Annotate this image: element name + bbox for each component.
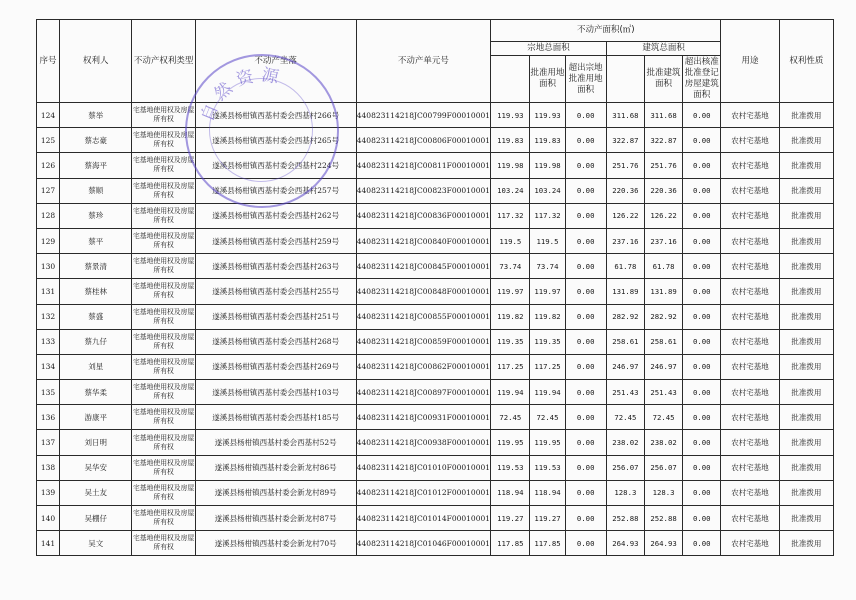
cell-land-excess: 0.00	[565, 329, 606, 354]
table-row	[37, 506, 834, 531]
cell-owner: 吴土友	[60, 480, 132, 505]
cell-land-approved: 119.95	[530, 430, 565, 455]
cell-owner: 蔡海平	[60, 153, 132, 178]
cell-owner: 蔡志豪	[60, 128, 132, 153]
cell-seq: 131	[37, 279, 60, 304]
cell-nature: 批准拨用	[779, 430, 833, 455]
cell-unit-no: 440823114218JC00823F00010001	[356, 178, 491, 203]
cell-seq: 138	[37, 455, 60, 480]
cell-location: 遂溪县杨柑镇西基村委会新龙村86号	[195, 455, 356, 480]
cell-usage: 农村宅基地	[721, 430, 779, 455]
cell-building-approved: 126.22	[644, 203, 682, 228]
cell-building-excess: 0.00	[683, 480, 721, 505]
table-row	[37, 531, 834, 556]
cell-land-approved: 119.5	[530, 228, 565, 253]
cell-location: 遂溪县杨柑镇西基村委会西基村255号	[195, 279, 356, 304]
cell-right-type: 宅基地使用权及房屋所有权	[132, 430, 195, 455]
cell-building-excess: 0.00	[683, 329, 721, 354]
cell-usage: 农村宅基地	[721, 480, 779, 505]
cell-location: 遂溪县杨柑镇西基村委会西基村257号	[195, 178, 356, 203]
cell-land-total: 119.35	[491, 329, 530, 354]
table-row	[37, 254, 834, 279]
table-row	[37, 153, 834, 178]
cell-land-approved: 119.35	[530, 329, 565, 354]
table-row	[37, 405, 834, 430]
cell-nature: 批准拨用	[779, 405, 833, 430]
table-row	[37, 354, 834, 379]
cell-location: 遂溪县杨柑镇西基村委会西基村52号	[195, 430, 356, 455]
cell-seq: 136	[37, 405, 60, 430]
cell-seq: 128	[37, 203, 60, 228]
cell-nature: 批准拨用	[779, 178, 833, 203]
cell-land-approved: 119.82	[530, 304, 565, 329]
table-row	[37, 304, 834, 329]
cell-land-total: 117.32	[491, 203, 530, 228]
cell-building-total: 246.97	[606, 354, 644, 379]
cell-right-type: 宅基地使用权及房屋所有权	[132, 506, 195, 531]
cell-land-total: 103.24	[491, 178, 530, 203]
cell-location: 遂溪县杨柑镇西基村委会西基村266号	[195, 103, 356, 128]
cell-nature: 批准拨用	[779, 531, 833, 556]
cell-land-excess: 0.00	[565, 228, 606, 253]
cell-owner: 蔡景清	[60, 254, 132, 279]
cell-building-excess: 0.00	[683, 506, 721, 531]
cell-land-total: 119.82	[491, 304, 530, 329]
header-building-approved: 批准建筑面积	[644, 56, 682, 103]
cell-nature: 批准拨用	[779, 279, 833, 304]
cell-location: 遂溪县杨柑镇西基村委会新龙村70号	[195, 531, 356, 556]
cell-unit-no: 440823114218JC00799F00010001	[356, 103, 491, 128]
cell-building-excess: 0.00	[683, 254, 721, 279]
table-row	[37, 103, 834, 128]
cell-building-total: 220.36	[606, 178, 644, 203]
cell-location: 遂溪县杨柑镇西基村委会西基村268号	[195, 329, 356, 354]
cell-building-total: 258.61	[606, 329, 644, 354]
cell-land-approved: 117.85	[530, 531, 565, 556]
cell-usage: 农村宅基地	[721, 304, 779, 329]
cell-location: 遂溪县杨柑镇西基村委会西基村262号	[195, 203, 356, 228]
cell-seq: 140	[37, 506, 60, 531]
cell-building-excess: 0.00	[683, 455, 721, 480]
cell-seq: 124	[37, 103, 60, 128]
cell-seq: 127	[37, 178, 60, 203]
cell-unit-no: 440823114218JC00836F00010001	[356, 203, 491, 228]
cell-owner: 游康平	[60, 405, 132, 430]
cell-land-total: 72.45	[491, 405, 530, 430]
cell-land-approved: 119.53	[530, 455, 565, 480]
cell-building-excess: 0.00	[683, 354, 721, 379]
header-land-excess: 超出宗地批准用地面积	[565, 56, 606, 103]
cell-seq: 129	[37, 228, 60, 253]
svg-text:自然资源: 自然资源	[197, 65, 287, 125]
header-right-type: 不动产权利类型	[132, 20, 195, 103]
cell-building-total: 251.43	[606, 380, 644, 405]
cell-building-total: 311.68	[606, 103, 644, 128]
cell-unit-no: 440823114218JC00931F00010001	[356, 405, 491, 430]
cell-building-approved: 322.87	[644, 128, 682, 153]
cell-land-total: 119.95	[491, 430, 530, 455]
cell-building-total: 264.93	[606, 531, 644, 556]
cell-land-approved: 119.27	[530, 506, 565, 531]
header-building-total	[606, 56, 644, 103]
cell-location: 遂溪县杨柑镇西基村委会西基村259号	[195, 228, 356, 253]
cell-seq: 137	[37, 430, 60, 455]
cell-land-excess: 0.00	[565, 430, 606, 455]
cell-right-type: 宅基地使用权及房屋所有权	[132, 128, 195, 153]
cell-land-approved: 118.94	[530, 480, 565, 505]
table-row	[37, 329, 834, 354]
cell-usage: 农村宅基地	[721, 228, 779, 253]
cell-land-approved: 119.94	[530, 380, 565, 405]
cell-building-excess: 0.00	[683, 279, 721, 304]
cell-nature: 批准拨用	[779, 228, 833, 253]
cell-building-approved: 72.45	[644, 405, 682, 430]
cell-land-total: 119.97	[491, 279, 530, 304]
cell-unit-no: 440823114218JC00811F00010001	[356, 153, 491, 178]
cell-location: 遂溪县杨柑镇西基村委会新龙村87号	[195, 506, 356, 531]
cell-building-approved: 128.3	[644, 480, 682, 505]
cell-owner: 蔡桂林	[60, 279, 132, 304]
cell-land-approved: 119.97	[530, 279, 565, 304]
cell-unit-no: 440823114218JC01046F00010001	[356, 531, 491, 556]
cell-right-type: 宅基地使用权及房屋所有权	[132, 354, 195, 379]
cell-owner: 蔡举	[60, 103, 132, 128]
cell-usage: 农村宅基地	[721, 455, 779, 480]
cell-owner: 蔡平	[60, 228, 132, 253]
cell-seq: 126	[37, 153, 60, 178]
cell-building-total: 61.78	[606, 254, 644, 279]
cell-usage: 农村宅基地	[721, 506, 779, 531]
cell-nature: 批准拨用	[779, 329, 833, 354]
cell-right-type: 宅基地使用权及房屋所有权	[132, 103, 195, 128]
table-row	[37, 279, 834, 304]
table-row	[37, 203, 834, 228]
cell-land-total: 119.83	[491, 128, 530, 153]
cell-land-approved: 103.24	[530, 178, 565, 203]
cell-right-type: 宅基地使用权及房屋所有权	[132, 405, 195, 430]
cell-seq: 125	[37, 128, 60, 153]
table-row	[37, 430, 834, 455]
cell-usage: 农村宅基地	[721, 203, 779, 228]
cell-usage: 农村宅基地	[721, 254, 779, 279]
header-building-group: 建筑总面积	[606, 42, 721, 56]
cell-land-excess: 0.00	[565, 354, 606, 379]
cell-building-excess: 0.00	[683, 405, 721, 430]
cell-land-excess: 0.00	[565, 455, 606, 480]
cell-owner: 吴华安	[60, 455, 132, 480]
cell-land-approved: 117.25	[530, 354, 565, 379]
cell-land-excess: 0.00	[565, 480, 606, 505]
cell-land-excess: 0.00	[565, 304, 606, 329]
table-row	[37, 178, 834, 203]
property-registry-table	[36, 19, 834, 556]
cell-building-excess: 0.00	[683, 128, 721, 153]
cell-building-excess: 0.00	[683, 304, 721, 329]
cell-land-approved: 119.98	[530, 153, 565, 178]
header-location: 不动产坐落	[195, 20, 356, 103]
cell-building-approved: 237.16	[644, 228, 682, 253]
cell-usage: 农村宅基地	[721, 405, 779, 430]
cell-location: 遂溪县杨柑镇西基村委会西基村263号	[195, 254, 356, 279]
cell-land-excess: 0.00	[565, 279, 606, 304]
cell-building-total: 238.02	[606, 430, 644, 455]
cell-nature: 批准拨用	[779, 480, 833, 505]
header-land-approved: 批准用地面积	[530, 56, 565, 103]
cell-land-approved: 119.93	[530, 103, 565, 128]
cell-right-type: 宅基地使用权及房屋所有权	[132, 254, 195, 279]
header-area-group: 不动产面积(㎡)	[491, 20, 721, 42]
cell-right-type: 宅基地使用权及房屋所有权	[132, 228, 195, 253]
cell-building-approved: 251.43	[644, 380, 682, 405]
cell-owner: 蔡盛	[60, 304, 132, 329]
cell-building-excess: 0.00	[683, 228, 721, 253]
cell-location: 遂溪县杨柑镇西基村委会西基村224号	[195, 153, 356, 178]
cell-right-type: 宅基地使用权及房屋所有权	[132, 380, 195, 405]
cell-nature: 批准拨用	[779, 103, 833, 128]
cell-land-total: 119.98	[491, 153, 530, 178]
cell-building-approved: 252.88	[644, 506, 682, 531]
cell-building-excess: 0.00	[683, 178, 721, 203]
cell-right-type: 宅基地使用权及房屋所有权	[132, 455, 195, 480]
cell-nature: 批准拨用	[779, 455, 833, 480]
cell-land-total: 119.27	[491, 506, 530, 531]
cell-unit-no: 440823114218JC00806F00010001	[356, 128, 491, 153]
cell-owner: 蔡九仔	[60, 329, 132, 354]
cell-right-type: 宅基地使用权及房屋所有权	[132, 279, 195, 304]
cell-unit-no: 440823114218JC00855F00010001	[356, 304, 491, 329]
cell-building-total: 237.16	[606, 228, 644, 253]
cell-owner: 刘星	[60, 354, 132, 379]
cell-building-excess: 0.00	[683, 203, 721, 228]
cell-land-total: 73.74	[491, 254, 530, 279]
header-seq: 序号	[37, 20, 60, 103]
cell-owner: 吴棚仔	[60, 506, 132, 531]
cell-land-excess: 0.00	[565, 103, 606, 128]
cell-building-approved: 264.93	[644, 531, 682, 556]
cell-building-total: 282.92	[606, 304, 644, 329]
cell-land-total: 119.94	[491, 380, 530, 405]
registry-table-wrapper	[36, 19, 834, 566]
cell-nature: 批准拨用	[779, 506, 833, 531]
cell-unit-no: 440823114218JC01010F00010001	[356, 455, 491, 480]
cell-building-approved: 246.97	[644, 354, 682, 379]
cell-usage: 农村宅基地	[721, 354, 779, 379]
cell-building-excess: 0.00	[683, 380, 721, 405]
cell-building-total: 251.76	[606, 153, 644, 178]
cell-land-excess: 0.00	[565, 405, 606, 430]
cell-building-approved: 311.68	[644, 103, 682, 128]
cell-land-excess: 0.00	[565, 254, 606, 279]
table-body	[37, 103, 834, 556]
table-row	[37, 455, 834, 480]
cell-location: 遂溪县杨柑镇西基村委会新龙村89号	[195, 480, 356, 505]
cell-land-total: 117.25	[491, 354, 530, 379]
cell-nature: 批准拨用	[779, 380, 833, 405]
cell-usage: 农村宅基地	[721, 103, 779, 128]
cell-location: 遂溪县杨柑镇西基村委会西基村185号	[195, 405, 356, 430]
header-owner: 权利人	[60, 20, 132, 103]
header-unit-no: 不动产单元号	[356, 20, 491, 103]
cell-land-approved: 73.74	[530, 254, 565, 279]
cell-land-approved: 117.32	[530, 203, 565, 228]
cell-land-excess: 0.00	[565, 203, 606, 228]
cell-seq: 133	[37, 329, 60, 354]
cell-building-approved: 61.78	[644, 254, 682, 279]
table-header	[37, 20, 834, 103]
cell-unit-no: 440823114218JC01012F00010001	[356, 480, 491, 505]
cell-building-approved: 258.61	[644, 329, 682, 354]
cell-usage: 农村宅基地	[721, 279, 779, 304]
cell-unit-no: 440823114218JC00897F00010001	[356, 380, 491, 405]
table-row	[37, 480, 834, 505]
cell-location: 遂溪县杨柑镇西基村委会西基村265号	[195, 128, 356, 153]
cell-nature: 批准拨用	[779, 354, 833, 379]
cell-nature: 批准拨用	[779, 128, 833, 153]
header-land-total	[491, 56, 530, 103]
cell-seq: 139	[37, 480, 60, 505]
cell-seq: 132	[37, 304, 60, 329]
cell-usage: 农村宅基地	[721, 380, 779, 405]
cell-building-total: 72.45	[606, 405, 644, 430]
cell-land-excess: 0.00	[565, 506, 606, 531]
cell-location: 遂溪县杨柑镇西基村委会西基村103号	[195, 380, 356, 405]
cell-building-excess: 0.00	[683, 153, 721, 178]
cell-land-total: 119.5	[491, 228, 530, 253]
cell-right-type: 宅基地使用权及房屋所有权	[132, 178, 195, 203]
cell-owner: 刘日明	[60, 430, 132, 455]
cell-owner: 蔡顺	[60, 178, 132, 203]
cell-usage: 农村宅基地	[721, 178, 779, 203]
cell-land-total: 117.85	[491, 531, 530, 556]
cell-right-type: 宅基地使用权及房屋所有权	[132, 304, 195, 329]
cell-unit-no: 440823114218JC00848F00010001	[356, 279, 491, 304]
cell-right-type: 宅基地使用权及房屋所有权	[132, 531, 195, 556]
cell-owner: 吴文	[60, 531, 132, 556]
cell-land-total: 118.94	[491, 480, 530, 505]
cell-seq: 141	[37, 531, 60, 556]
cell-usage: 农村宅基地	[721, 329, 779, 354]
cell-building-excess: 0.00	[683, 430, 721, 455]
cell-nature: 批准拨用	[779, 203, 833, 228]
cell-land-total: 119.53	[491, 455, 530, 480]
cell-usage: 农村宅基地	[721, 153, 779, 178]
cell-location: 遂溪县杨柑镇西基村委会西基村251号	[195, 304, 356, 329]
cell-building-excess: 0.00	[683, 531, 721, 556]
cell-nature: 批准拨用	[779, 304, 833, 329]
cell-land-excess: 0.00	[565, 128, 606, 153]
cell-unit-no: 440823114218JC00859F00010001	[356, 329, 491, 354]
header-building-excess: 超出核准批准登记房屋建筑面积	[683, 56, 721, 103]
cell-land-excess: 0.00	[565, 531, 606, 556]
cell-right-type: 宅基地使用权及房屋所有权	[132, 329, 195, 354]
cell-building-total: 322.87	[606, 128, 644, 153]
cell-land-excess: 0.00	[565, 178, 606, 203]
cell-building-total: 256.07	[606, 455, 644, 480]
cell-right-type: 宅基地使用权及房屋所有权	[132, 203, 195, 228]
cell-nature: 批准拨用	[779, 254, 833, 279]
cell-land-total: 119.93	[491, 103, 530, 128]
cell-building-total: 128.3	[606, 480, 644, 505]
cell-building-approved: 238.02	[644, 430, 682, 455]
cell-location: 遂溪县杨柑镇西基村委会西基村269号	[195, 354, 356, 379]
cell-owner: 蔡华柔	[60, 380, 132, 405]
cell-building-approved: 251.76	[644, 153, 682, 178]
cell-unit-no: 440823114218JC00840F00010001	[356, 228, 491, 253]
cell-land-excess: 0.00	[565, 380, 606, 405]
cell-usage: 农村宅基地	[721, 531, 779, 556]
table-row	[37, 228, 834, 253]
cell-owner: 蔡珍	[60, 203, 132, 228]
header-nature: 权利性质	[779, 20, 833, 103]
header-usage: 用途	[721, 20, 779, 103]
cell-unit-no: 440823114218JC00862F00010001	[356, 354, 491, 379]
cell-land-excess: 0.00	[565, 153, 606, 178]
cell-unit-no: 440823114218JC00845F00010001	[356, 254, 491, 279]
cell-land-approved: 72.45	[530, 405, 565, 430]
cell-building-excess: 0.00	[683, 103, 721, 128]
cell-building-approved: 220.36	[644, 178, 682, 203]
table-row	[37, 128, 834, 153]
cell-unit-no: 440823114218JC01014F00010001	[356, 506, 491, 531]
cell-land-approved: 119.83	[530, 128, 565, 153]
cell-unit-no: 440823114218JC00938F00010001	[356, 430, 491, 455]
cell-right-type: 宅基地使用权及房屋所有权	[132, 480, 195, 505]
cell-nature: 批准拨用	[779, 153, 833, 178]
cell-seq: 135	[37, 380, 60, 405]
cell-right-type: 宅基地使用权及房屋所有权	[132, 153, 195, 178]
cell-seq: 130	[37, 254, 60, 279]
table-row	[37, 380, 834, 405]
cell-building-approved: 131.89	[644, 279, 682, 304]
cell-building-approved: 282.92	[644, 304, 682, 329]
cell-usage: 农村宅基地	[721, 128, 779, 153]
cell-building-total: 131.89	[606, 279, 644, 304]
cell-seq: 134	[37, 354, 60, 379]
cell-building-total: 252.88	[606, 506, 644, 531]
cell-building-total: 126.22	[606, 203, 644, 228]
cell-building-approved: 256.07	[644, 455, 682, 480]
header-land-group: 宗地总面积	[491, 42, 607, 56]
